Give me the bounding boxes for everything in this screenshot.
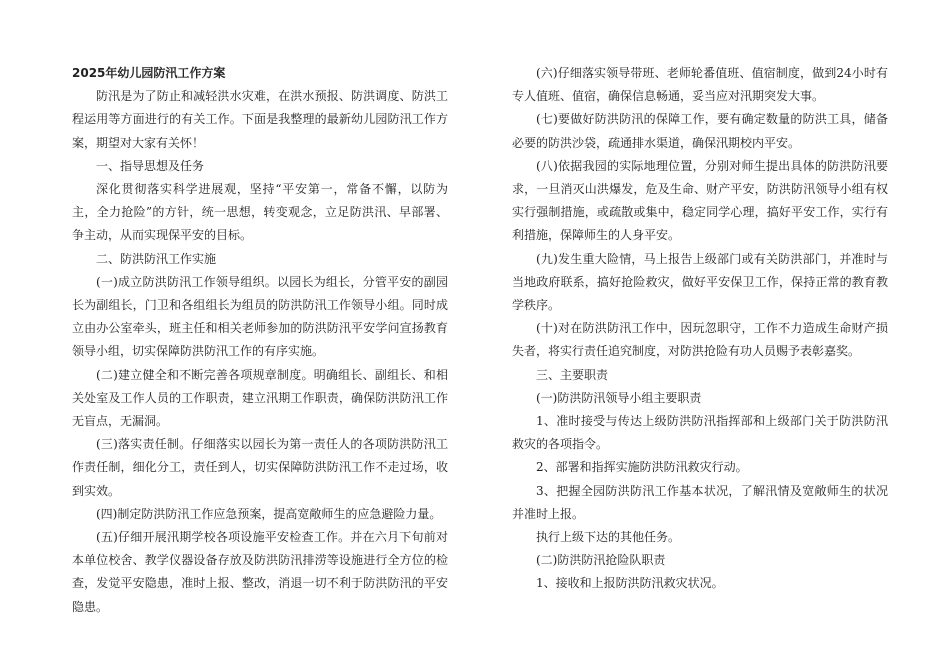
paragraph: (九)发生重大险情，马上报告上级部门或有关防洪部门，并准时与当地政府联系，搞好抢险救灾，做好平安保卫工作，保持正常的教育教学秩序。 — [512, 251, 888, 313]
left-column — [72, 62, 448, 619]
paragraph: (五)仔细开展汛期学校各项设施平安检查工作。并在六月下旬前对本单位校舍、教学仪器设备存放及防洪防汛排涝等设施进行全方位的检查，发觉平安隐患，准时上报、整改，消退一切不利于防洪防汛的平安隐患。 — [72, 530, 448, 614]
intro-paragraph: 防汛是为了防止和减轻洪水灾难，在洪水预报、防洪调度、防洪工程运用等方面进行的有关工作。下面是我整理的最新幼儿园防汛工作方案，期望对大家有关怀！ — [72, 89, 448, 150]
subsection-heading: (一)防洪防汛领导小组主要职责 — [536, 390, 702, 405]
paragraph: (八)依据我园的实际地理位置，分别对师生提出具体的防洪防汛要求，一旦消灭山洪爆发，危及生命、财产平安，防洪防汛领导小组有权实行强制措施，或疏散或集中，稳定同学心理，搞好平安工作，实行有利措施，保障师生的人身平安。 — [512, 158, 888, 243]
paragraph: (一)成立防洪防汛工作领导组织。以园长为组长，分管平安的副园长为副组长，门卫和各组组长为组员的防洪防汛工作领导小组。同时成立由办公室牵头，班主任和相关老师参加的防洪防汛平安学问宣扬教育领导小组，切实保障防洪防汛工作的有序实施。 — [72, 274, 448, 359]
paragraph: (七)要做好防洪防汛的保障工作，要有确定数量的防洪工具，储备必要的防洪沙袋，疏通排水渠道，确保汛期校内平安。 — [512, 112, 888, 150]
section-heading-implementation: 二、防洪防汛工作实施 — [96, 251, 217, 266]
right-column — [512, 62, 888, 596]
section-heading-responsibilities: 三、主要职责 — [536, 367, 609, 382]
paragraph: 2、部署和指挥实施防洪防汛救灾行动。 — [536, 460, 748, 475]
paragraph: (二)建立健全和不断完善各项规章制度。明确组长、副组长、和相关处室及工作人员的工作职责，建立汛期工作职责，确保防洪防汛工作无盲点，无漏洞。 — [72, 367, 448, 429]
section-heading-guiding-ideas: 一、指导思想及任务 — [96, 158, 205, 173]
paragraph: 1、接收和上报防洪防汛救灾状况。 — [536, 576, 724, 591]
paragraph: (四)制定防洪防汛工作应急预案，提高宽敞师生的应急避险力量。 — [96, 506, 442, 521]
paragraph: (十)对在防洪防汛工作中，因玩忽职守，工作不力造成生命财产损失者，将实行责任追究制度，对防洪抢险有功人员赐予表彰嘉奖。 — [512, 321, 888, 359]
paragraph: 执行上级下达的其他任务。 — [536, 530, 681, 545]
document-title: 2025年幼儿园防汛工作方案 — [72, 66, 226, 80]
paragraph: 深化贯彻落实科学进展观，坚持“平安第一，常备不懈，以防为主，全力抢险”的方针，统一思想，转变观念，立足防洪汛、早部署、争主动，从而实现保平安的目标。 — [72, 182, 448, 243]
subsection-heading: (二)防洪防汛抢险队职责 — [536, 553, 666, 568]
paragraph: (三)落实责任制。仔细落实以园长为第一责任人的各项防洪防汛工作责任制，细化分工，责任到人，切实保障防洪防汛工作不走过场，收到实效。 — [72, 437, 448, 498]
paragraph: 1、准时接受与传达上级防洪防汛指挥部和上级部门关于防洪防汛救灾的各项指令。 — [512, 414, 888, 452]
paragraph: 3、把握全园防洪防汛工作基本状况，了解汛情及宽敞师生的状况并准时上报。 — [512, 483, 888, 521]
paragraph: (六)仔细落实领导带班、老师轮番值班、值宿制度，做到24小时有专人值班、值宿，确保信息畅通，妥当应对汛期突发大事。 — [512, 66, 888, 104]
